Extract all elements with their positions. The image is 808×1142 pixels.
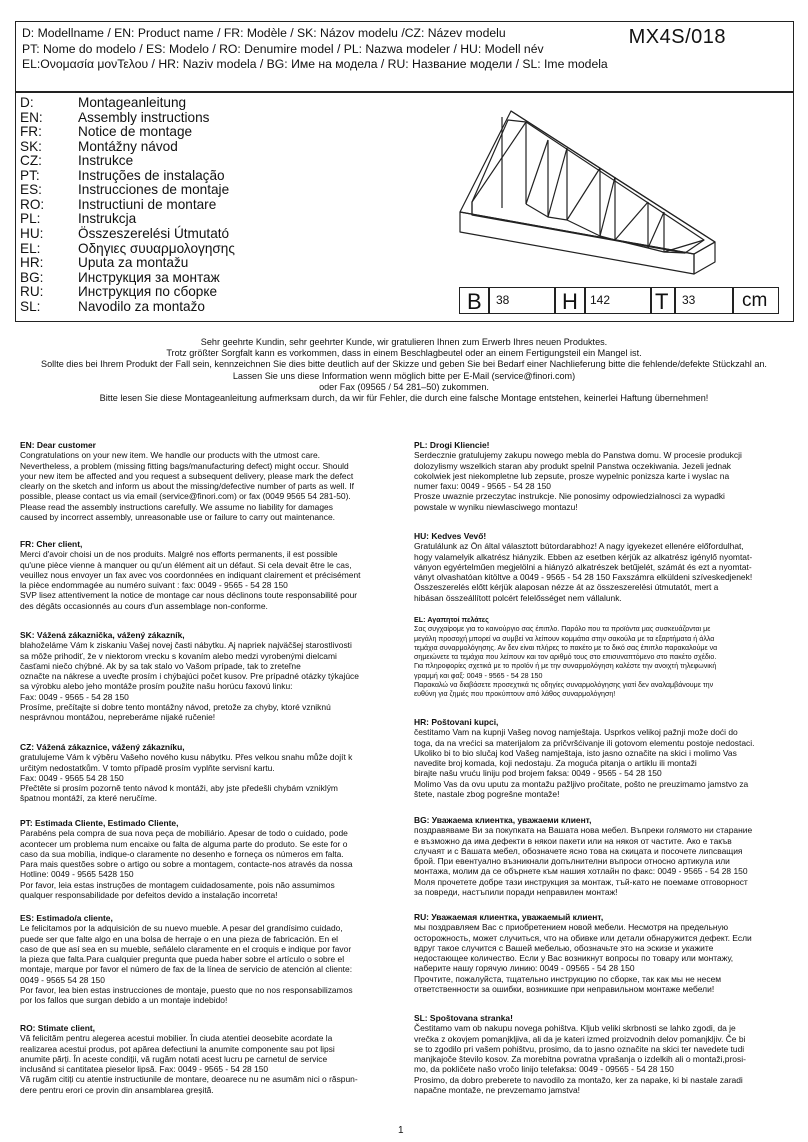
block-line: Ukoliko bi to bio slučaj kod Vašeg namještaja, isto jasno označite na skici i molimo Vas — [414, 747, 737, 758]
instruction-title-row — [20, 198, 216, 213]
intro-line: oder Fax (09565 / 54 281–50) zukommen. — [319, 381, 489, 392]
block-line: недостающее количество. Если у Вас возникнут вопросы по товару или монтажу, — [414, 953, 734, 963]
block-line: sa môže prihodiť, že v niektorom vrecku s kovaním alebo medzi vyrobenými dielcami — [20, 650, 337, 661]
block-line: numer faxu: 0049 - 9565 - 54 28 150 — [414, 481, 551, 491]
block-line: cokolwiek jest niekompletne lub zepsute, prosze wypelnic ponizsza karte i wyslac na — [414, 470, 730, 481]
block-heading: SK: Vážená zákaznička, vážený zákazník, — [20, 630, 185, 640]
instruction-title-row — [20, 96, 186, 111]
instruction-title-row — [20, 169, 225, 184]
instruction-title: Instructiuni de montare — [78, 196, 217, 212]
block-line: вдруг такое случится с Вашей мебелью, обозначьте это на эскизе и укажите — [414, 942, 714, 953]
instruction-title: Uputa za montažu — [78, 255, 189, 271]
block-heading: RU: Уважаемая клиентка, уважаемый клиент, — [414, 912, 604, 922]
dim-t-value-cell — [675, 287, 733, 314]
text-block — [414, 440, 794, 512]
block-line: Vă felicităm pentru alegerea acestui mobilier. În ciuda atentiei deosebite acordate la — [20, 1033, 333, 1044]
block-line: la pieza que falta.Para cualquier pregunta que pueda haber sobre el artículo o sobre el — [20, 954, 345, 964]
block-line: 0049 - 9565 54 28 150 — [20, 974, 105, 985]
shelf-front-face — [460, 212, 694, 274]
block-heading: ES: Estimado/a cliente, — [20, 913, 113, 923]
block-heading: PL: Drogi Kliencie! — [414, 440, 490, 450]
instruction-title-row — [20, 227, 229, 242]
instruction-title-row — [20, 154, 133, 169]
block-line: Molimo Vas da ovu uputu za montažu pažljivo pročitate, pošto ne preuzimamo jamstvo za — [414, 778, 749, 789]
instruction-title-row — [20, 300, 205, 315]
model-name-line: EL:Ονομασία μονΤελου / HR: Naziv modela / BG: Име на модела / RU: Название модели / SL: Ime modela — [22, 57, 608, 71]
block-line: Prosze uwaznie przeczytac instrukcje. Nie ponosimy odpowiedzialnosci za wypadki — [414, 491, 725, 502]
instruction-title: Notice de montage — [78, 124, 193, 140]
instruction-title: Instruções de instalação — [78, 167, 225, 183]
block-line: Prosíme, prečítajte si dobre tento montážny návod, pretože za chyby, ktoré vzniknú — [20, 701, 331, 712]
text-block — [414, 717, 794, 799]
block-line: Моля прочетете добре тази инструкция за монтаж, тъй-като не поемаме отговорност — [414, 876, 748, 887]
instruction-lang: SK: — [20, 138, 42, 154]
instruction-lang: HR: — [20, 255, 44, 271]
block-line: puede ser que falte algo en una bolsa de herraje o en una pieza de fabricación. En el — [20, 933, 339, 944]
block-line: čestitamo Vam na kupnji Vašeg novog namještaja. Usprkos velikoj pažnji može doći do — [414, 727, 738, 738]
block-heading: BG: Уважаема клиентка, уважаеми клиент, — [414, 815, 592, 825]
text-block — [20, 539, 398, 611]
block-line: Por favor, lea bien estas instrucciones de montaje, puesto que no nos responsabilizamos — [20, 984, 353, 995]
block-line: μεγάλη προσοχή μπορεί να συμβεί να λείπουν κομμάτια στην σακούλα με τα εξαρτήματα ή άλλα — [414, 634, 715, 643]
block-line: ευθύνη για ζημιές που προκύπτουν από λάθος συναρμολόγηση! — [414, 690, 616, 699]
block-line: blahoželáme Vám k ziskaniu Vašej novej časti nábytku. Aj napriek najväčšej starostlivosti — [20, 640, 352, 651]
block-line: Fax: 0049 - 9565 54 28 150 — [20, 772, 124, 783]
text-block — [20, 440, 398, 522]
block-line: vrečka z okovjem pomanjkljiva, ali da je kateri izmed proizvodnih delov pomanjkljiv. Če bi — [414, 1033, 746, 1044]
dimensions-box — [459, 287, 779, 314]
text-block — [20, 1023, 398, 1095]
block-line: anumite părți. În aceste condiții, vă rugăm notati acest lucru pe carnetul de service — [20, 1053, 328, 1064]
block-line: τεμάχια συναρμολόγησης. Αν δεν είναι πλήρες το πακέτο με το δικό σας έπιπλο παρακαλούμε να — [414, 643, 718, 652]
dim-b-value: 38 — [496, 293, 510, 307]
block-line: ответственности за ошибки, возникшие при неправильном монтаже мебели! — [414, 983, 715, 994]
block-heading: EL: Αγαπητοί πελάτες — [414, 616, 489, 624]
block-line: Fax: 0049 - 9565 - 54 28 150 — [20, 691, 129, 702]
block-line: possible, please contact us via email (service@finori.com) or fax (0049 9565 54 281-50). — [20, 491, 351, 502]
block-line: Hotline: 0049 - 9565 5428 150 — [20, 869, 134, 880]
block-line: clearly on the sketch and inform us about the missing/defective number of parts as well. If — [20, 481, 354, 491]
shelf-right-face — [694, 242, 715, 274]
instruction-title: Instrukcja — [78, 211, 137, 227]
block-line: acontecer um problema num encaixe ou falta de alguma parte do produto. Se este for o — [20, 838, 348, 849]
instruction-lang: SL: — [20, 298, 41, 314]
block-line: Nevertheless, a problem (missing fitting bags/manufacturing defect) might occur. Should — [20, 460, 349, 471]
block-line: Serdecznie gratulujemy zakupu nowego mebla do Panstwa domu. W procesie produkcji — [414, 450, 742, 461]
block-line: mo, da pokličete našo vročo linijo telefaksa: 0049 - 09565 - 54 28 150 — [414, 1064, 674, 1075]
text-block — [20, 630, 398, 722]
block-line: navedite broj komada, koji nedostaju. Za moguća pitanja o artiklu ili montaži — [414, 758, 697, 768]
instruction-lang: EL: — [20, 240, 41, 256]
block-heading: HU: Kedves Vevő! — [414, 531, 487, 541]
instruction-lang: EN: — [20, 109, 43, 125]
block-line: inclusând si cantitatea pieselor lipsă. Fax: 0049 - 9565 - 54 28 150 — [20, 1064, 269, 1074]
block-line: caso da sua mobília, indique-o claramente no desenho e forneça os números em falta. — [20, 848, 344, 859]
block-line: γραμμή και φαξ: 0049 - 9565 - 54 28 150 — [414, 671, 543, 680]
instruction-title: Montážny návod — [78, 138, 178, 154]
dim-b-value-cell — [489, 287, 555, 314]
block-line: určitým nedostatkům. V tomto případě prosím vyplňte servisní kartu. — [20, 762, 275, 773]
block-heading: PT: Estimada Cliente, Estimado Cliente, — [20, 818, 179, 828]
block-line: štete, nastale zbog pogrešne montaže! — [414, 788, 560, 799]
instruction-lang: HU: — [20, 225, 44, 241]
block-line: gratulujeme Vám k výběru Vašeho nového kusu nábytku. Přes velkou snahu může dojít k — [20, 752, 353, 763]
shelf-top-face — [460, 111, 715, 254]
block-line: hibásan összeállított polcért felelősséget nem vállalunk. — [414, 592, 622, 603]
block-line: špatnou montáží, za které neručíme. — [20, 793, 157, 804]
block-line: veuillez nous envoyer un fax avec vos coordonnées en indiquant clairement et précisément — [20, 569, 361, 580]
dim-t-label: T — [655, 289, 669, 314]
block-heading: EN: Dear customer — [20, 440, 96, 450]
block-line: Merci d'avoir choisi un de nos produits. Malgré nos efforts permanents, il est possible — [20, 549, 338, 560]
block-line: hogy valamelyik alkatrész hiányzik. Ebben az esetben kérjük az alkatrész igénylő nyomtat- — [414, 551, 753, 562]
block-line: ványt olvashatóan kitöltve a 0049 - 9565 - 54 28 150 Faxszámra elküldeni szíveskedjenek! — [414, 572, 753, 582]
intro-line: Lassen Sie uns diese Information wenn möglich bitte per E-Mail (service@finori.com) — [232, 370, 576, 381]
instruction-lang: BG: — [20, 269, 44, 285]
block-line: Παρακαλώ να διαβάσετε προσεχτικά τις οδηγίες συναρμολόγησης γιατί δεν αναλαμβάνουμε την — [414, 681, 714, 690]
text-block — [20, 742, 398, 804]
instruction-lang: D: — [20, 95, 34, 110]
instruction-lang: RU: — [20, 284, 44, 300]
block-line: Σας συγχαίρομε για το καινούργιο σας έπιπλο. Παρόλο που τα προϊόντα μας συσκευάζονται με — [414, 625, 711, 634]
block-line: powstale w wyniku niewlasciwego montazu! — [414, 501, 578, 512]
block-line: поздравяваме Ви за покупката на Вашата нова мебел. Въпреки голямото ни старание — [414, 825, 753, 836]
block-line: por los fallos que surgan debido a un montaje indebido! — [20, 995, 228, 1005]
block-line: časťami niečo chýbné. Ak by sa tak stalo vo Vašom prípade, tak to zreteľne — [20, 660, 301, 671]
intro-line: Sehr geehrte Kundin, sehr geehrter Kunde, wir gratulieren Ihnen zum Erwerb Ihres neuen Produktes. — [200, 337, 608, 347]
block-line: SVP lisez attentivement la notice de montage car nous déclinons toute responsabilité pour — [20, 590, 358, 601]
text-block — [414, 912, 794, 994]
instruction-title-row — [20, 285, 217, 300]
instruction-title-row — [20, 111, 209, 126]
block-line: монтажа, молим да се обърнете към нашия хотлайн по факс: 0049 - 9565 - 54 28 150 — [414, 866, 748, 877]
block-heading: HR: Poštovani kupci, — [414, 717, 499, 727]
block-line: Čestitamo vam ob nakupu novega pohištva. Kljub veliki skrbnosti se lahko zgodi, da je — [414, 1023, 736, 1034]
text-block — [414, 815, 794, 897]
shelf-sketch — [440, 92, 800, 287]
page-number: 1 — [398, 1125, 404, 1136]
block-line: случаят и с Вашата мебел, обозначете ясно това на скицата и посочете липсващия — [414, 845, 743, 856]
text-block — [414, 1013, 794, 1095]
instruction-title-row — [20, 212, 136, 227]
model-name-line: PT: Nome do modelo / ES: Modelo / RO: Denumire model / PL: Nazwa modeler / HU: Modell név — [22, 42, 544, 56]
instruction-title-row — [20, 242, 235, 257]
instruction-title: Инструкция по сборке — [78, 284, 218, 300]
block-line: caso de que así sea en su mueble, señálelo claramente en el croquis e indique por favor — [20, 943, 352, 954]
block-line: des dégâts occasionnés au cours d'un assemblage non-conforme. — [20, 600, 268, 611]
instruction-title: Instrucciones de montaje — [78, 182, 230, 198]
dim-b-cell — [459, 287, 489, 314]
block-line: sa výrobku alebo jeho montáže prosím použite našu horúcu faxovú linku: — [20, 681, 293, 692]
block-line: dolozylismy wszelkich staran aby produkt spelnil Panstwa oczekiwania. Jezeli jednak — [414, 460, 732, 471]
block-line: Vă rugăm citiți cu atentie instructiunile de montare, deoarece nu ne asumăm nici o răspun- — [20, 1074, 358, 1085]
intro-line: Bitte lesen Sie diese Montageanleitung aufmerksam durch, da wir für Fehler, die durch eine falsche Montage entstehen, keinerlei Haftung übernehmen! — [99, 393, 709, 403]
block-line: наберите нашу горячую линию: 0049 - 09565 - 54 28 150 — [414, 963, 635, 974]
instruction-title-row — [20, 256, 188, 271]
intro-line: Sollte dies bei Ihrem Produkt der Fall sein, kennzeichnen Sie dies bitte deutlich auf der Skizze und geben Sie bei Bedarf einer Nachlieferung bitte die fehlende/defekte Stückzahl an. — [41, 359, 767, 370]
block-line: Le felicitamos por la adquisición de su nuevo mueble. A pesar del grandísimo cuidado, — [20, 923, 343, 934]
block-line: Přečtěte si prosím pozorně tento návod k montáži, aby jste předešli chybám vzniklým — [20, 783, 338, 793]
intro-line: Trotz größter Sorgfalt kann es vorkommen, dass in einem Beschlagbeutel oder an einem Fertigungsteil ein Mangel ist. — [166, 348, 642, 359]
block-line: осторожность, может случиться, что на обивке или детали обнаружится дефект. Если — [414, 932, 752, 943]
block-line: qualquer responsabilidade por defeitos devido a instalação incorreta! — [20, 889, 278, 900]
block-line: qu'une pièce vienne à manquer ou qu'un élément ait un défaut. Si cela devait être le cas, — [20, 559, 352, 570]
instruction-lang: PT: — [20, 167, 40, 183]
block-line: е възможно да има дефекти в някои пакети или на някоя от частите. Ако е такъв — [414, 835, 732, 846]
block-line: за повреди, настъпили поради неправилен монтаж! — [414, 886, 618, 897]
instruction-title: Instrukce — [78, 153, 134, 169]
instruction-title-row — [20, 125, 192, 140]
instruction-title: Инструкция за монтаж — [78, 269, 220, 285]
block-line: nesprávnou montážou, nepreberáme nijaké ručenie! — [20, 712, 216, 722]
instruction-title-row — [20, 183, 229, 198]
block-line: брой. При евентуално възникнали допълнителни въпроси относно артикула или — [414, 856, 730, 866]
dim-unit-cell — [733, 287, 779, 314]
block-line: Para mais questões sobre o artigo ou sobre a montagem, contacte-nos através da nossa — [20, 859, 353, 869]
instruction-title-row — [20, 271, 220, 286]
block-heading: RO: Stimate client, — [20, 1023, 96, 1033]
block-line: Por favor, leia estas instruções de montagem cuidadosamente, pois não assumimos — [20, 879, 335, 890]
model-name-line: D: Modellname / EN: Product name / FR: Modèle / SK: Názov modelu /CZ: Název modelu — [22, 26, 506, 40]
block-heading: CZ: Vážená zákaznice, vážený zákazníku, — [20, 742, 185, 752]
instruction-lang: PL: — [20, 211, 41, 227]
text-block — [20, 818, 398, 900]
dim-unit: cm — [742, 290, 768, 311]
block-line: Összeszerelés előtt kérjük alaposan nézze át az összeszerelési útmutatót, mert a — [414, 582, 719, 593]
block-line: caused by incorrect assembly, unreasonable use or failure to carry out maintenance. — [20, 511, 336, 522]
block-line: montaje, marque por favor el número de fax de la línea de servicio de atención al cliente: — [20, 964, 353, 975]
dim-b-label: B — [467, 289, 482, 314]
block-line: мы поздравляем Вас с приобретением новой мебели. Несмотря на предельную — [414, 922, 729, 933]
block-line: Прочтите, пожалуйста, тщательно инструкцию по сборке, так как мы не несем — [414, 973, 722, 984]
block-line: σημειώνετε τα τεμάχια που λείπουν και τον αριθμό τους στο επισυναπτόμενο στο πακέτο σχέδιο. — [414, 653, 717, 662]
block-line: Parabéns pela compra de sua nova peça de mobiliário. Apesar de todo o cuidado, pode — [20, 828, 348, 839]
dim-h-cell — [555, 287, 585, 314]
block-line: toga, da na vrećici sa materijalom za pričvršćivanje ili gotovom elementu postoje nedostaci. — [414, 737, 755, 748]
block-line: Prosimo, da dobro preberete to navodilo za montažo, ker za napake, ki bi nastale zaradi — [414, 1074, 743, 1085]
instruction-lang: FR: — [20, 124, 42, 140]
instruction-title: Assembly instructions — [78, 109, 210, 125]
block-heading: SL: Spoštovana stranka! — [414, 1013, 513, 1023]
block-line: realizarea acestui produs, pot apărea defectiuni la anumite componente sau pot lipsi — [20, 1043, 335, 1054]
dim-h-label: H — [562, 289, 578, 314]
instruction-lang: CZ: — [20, 153, 42, 169]
dim-h-value-cell — [585, 287, 651, 314]
block-line: dere pentru erori ce provin din ansamblarea greșită. — [20, 1084, 214, 1095]
dim-t-cell — [651, 287, 675, 314]
instruction-lang: ES: — [20, 182, 42, 198]
instruction-title: Οδηγιες συυαρμολογησης — [78, 240, 235, 256]
block-line: Congratulations on your new item. We handle our products with the utmost care. — [20, 450, 321, 461]
block-line: Gratulálunk az Ön által választott bútordarabhoz! A nagy igyekezet ellenére előfordulhat, — [414, 541, 744, 552]
block-line: označte na nákrese a uveďte prosím i chýbajúci počet kusov. Pre prípadné otázky týkajúce — [20, 671, 359, 681]
instruction-title: Montageanleitung — [78, 95, 187, 110]
text-block — [20, 913, 398, 1005]
block-line: Για πληροφορίες σχετικά με το προϊόν ή με την συναρμολόγηση καλέστε την ανοιχτή τηλεφωνική — [414, 662, 717, 671]
text-block — [414, 616, 794, 700]
instruction-title: Navodilo za montažo — [78, 298, 205, 314]
block-line: Please read the assembly instructions carefully. We assume no liability for damages — [20, 501, 333, 512]
dim-t-value: 33 — [682, 293, 696, 307]
block-line: se to zgodilo pri vašem pohištvu, prosimo, da to jasno označite na skici ter navedete tudi — [414, 1043, 745, 1054]
block-line: birajte našu vruću liniju pod brojem faksa: 0049 - 9565 - 54 28 150 — [414, 768, 662, 779]
instruction-title: Összeszerelési Útmutató — [78, 225, 230, 241]
instruction-title-row — [20, 140, 178, 155]
block-line: manjkajoče število kosov. Za morebitna povratna vprašanja o izdelkih ali o montaži,prosi- — [414, 1054, 746, 1064]
block-line: la pièce endommagée au numéro suivant : fax: 0049 - 9565 - 54 28 150 — [20, 580, 288, 590]
dim-h-value: 142 — [590, 293, 611, 307]
text-block — [414, 531, 794, 603]
model-code: MX4S/018 — [628, 26, 726, 48]
block-line: ványon egyértelműen megjelölni a hiányzó alkatrészek betűjelét, számát és ezt a nyomtat- — [414, 561, 752, 572]
instruction-lang: RO: — [20, 196, 45, 212]
block-heading: FR: Cher client, — [20, 539, 83, 549]
block-line: napačne montaže, ne prevzemamo jamstva! — [414, 1084, 581, 1095]
block-line: your new item be affected and you request a subsequent delivery, please mark the defect — [20, 470, 354, 481]
